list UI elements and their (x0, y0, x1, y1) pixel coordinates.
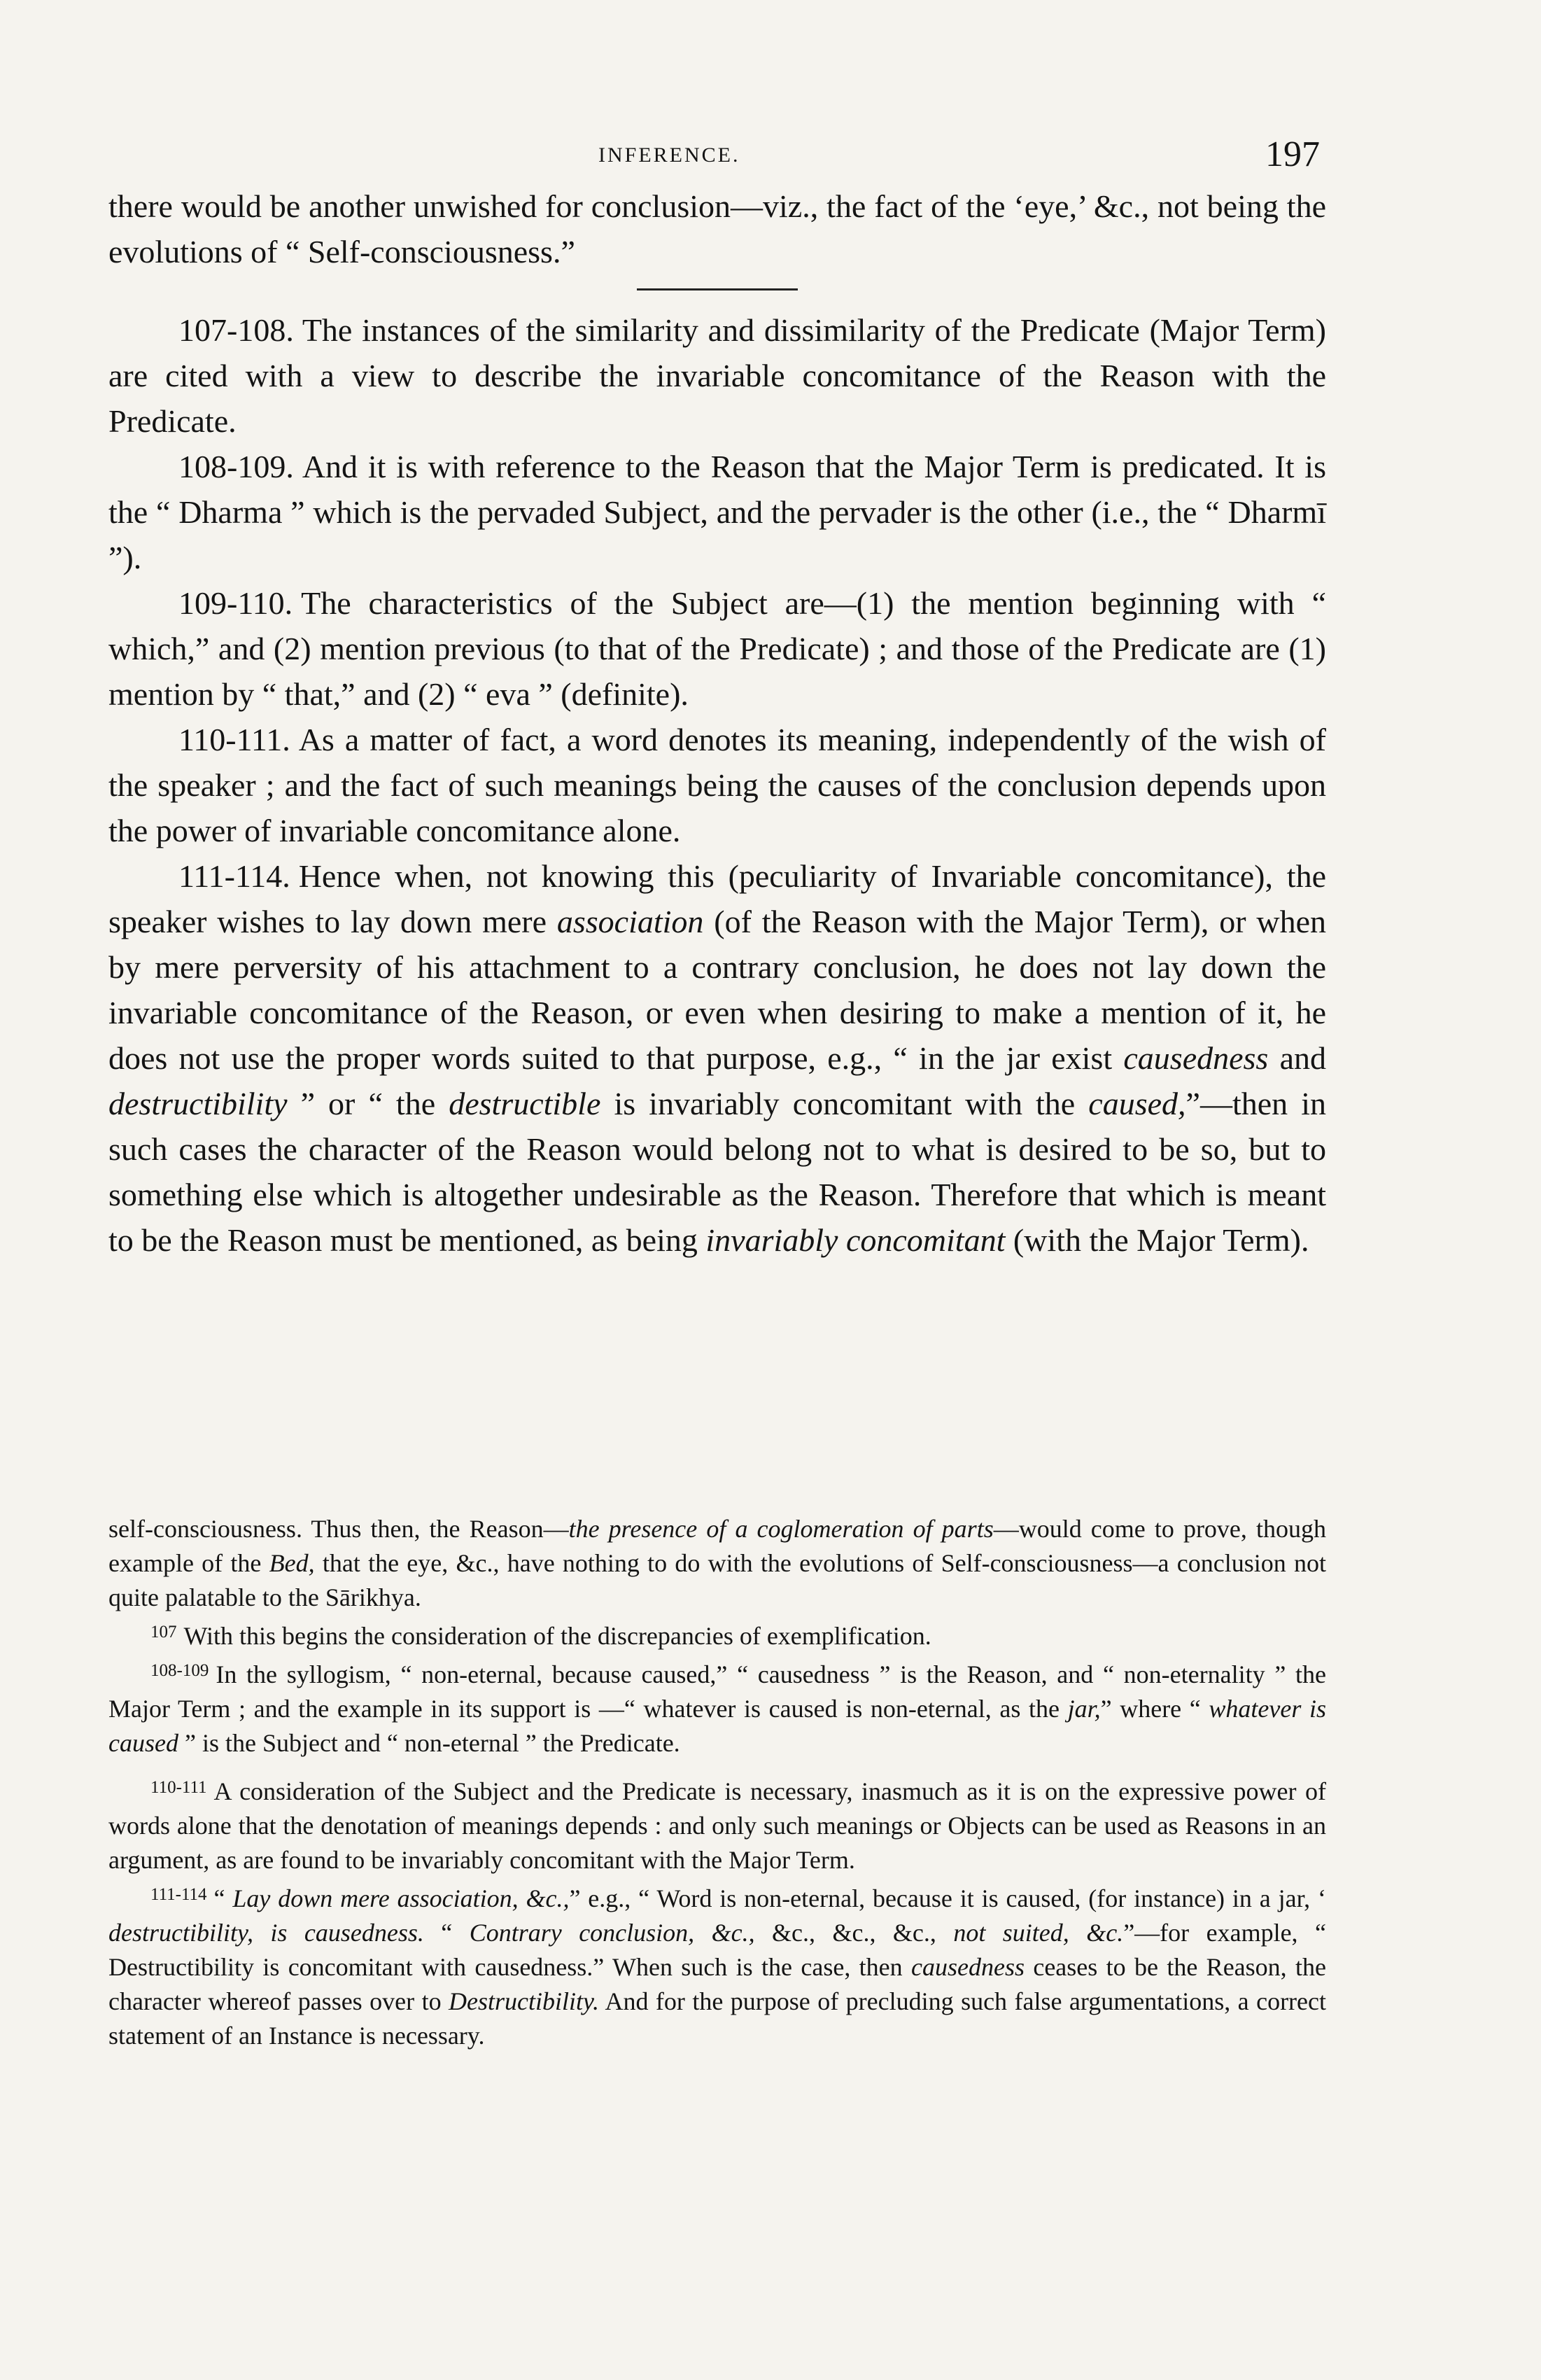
italic-run: whatever is caused (108, 1695, 1326, 1757)
running-title: INFERENCE. (598, 144, 740, 167)
footnote-107 (108, 1615, 1326, 1653)
italic-run: not suited, &c. (953, 1919, 1124, 1947)
paragraph-110-111 (108, 717, 1326, 853)
paragraph-109-110 (108, 580, 1326, 717)
text-run: “ (423, 1919, 470, 1947)
text-run: (of the Reason with the Major Term), or when by mere perversity of his attachment to a contrary conclusion, he does not lay down the invariable concomitance of the Reason, or even when desiring to make a mention of it, he does not use the proper words suited to that purpose, e.g., “ in the jar exist (108, 904, 1326, 1076)
footnote-111-114 (108, 1877, 1326, 2053)
paragraph-111-114 (108, 853, 1326, 1263)
footnote-text: With this begins the consideration of the discrepancies of exemplification. (183, 1622, 931, 1650)
text-run: Hence when, not knowing this (peculiarity of Invariable concomitance), the speaker wishes to lay down mere (108, 858, 1326, 939)
text-run: ” e.g., “ Word is non-eternal, because it is caused, (for instance) in a jar, ‘ (569, 1884, 1326, 1912)
paragraph-text: The characteristics of the Subject are—(1) the mention beginning with “ which,” and (2) mention previous (to that of the Predicate) ; and those of the Predicate are (1) mention by “ that,” and (2) “ eva ” (definite). (108, 585, 1326, 712)
italic-run: destructibility, is causedness. (108, 1919, 424, 1947)
footnote-number: 108-109 (150, 1661, 209, 1680)
italic-run: causedness (911, 1953, 1025, 1981)
text-run: ”—for example, “ Destructibility is concomitant with causedness.” When such is the case, then (108, 1919, 1326, 1981)
verse-number: 111-114. (178, 858, 290, 894)
italic-run: jar, (1067, 1695, 1101, 1723)
footnote-108-109 (108, 1653, 1326, 1760)
text-run: &c., &c., &c., (754, 1919, 954, 1947)
italic-run: Contrary conclusion, &c., (469, 1919, 755, 1947)
paragraph-108-109 (108, 444, 1326, 580)
paragraph-text: The instances of the similarity and dissimilarity of the Predicate (Major Term) are cited with a view to describe the invariable concomitance of the Reason with the Predicate. (108, 312, 1326, 439)
footnote-number: 110-111 (150, 1778, 207, 1797)
text-run: And for the purpose of precluding such false argumentations, a correct statement of an Instance is necessary. (108, 1987, 1327, 2050)
italic-run: the presence of a coglomeration of parts (568, 1515, 994, 1543)
footnotes (108, 1512, 1326, 2053)
text-run: ”—then in such cases the character of the Reason would belong not to what is desired to be so, but to something else which is altogether undesirable as the Reason. Therefore that which is meant to be the Reason must be mentioned, as being (108, 1086, 1326, 1258)
verse-number: 107-108. (178, 312, 294, 348)
text-run: “ (213, 1884, 233, 1912)
text-run: ” or “ the (287, 1086, 449, 1121)
text-run: self-consciousness. Thus then, the Reason— (108, 1515, 569, 1543)
text-run: and (1268, 1040, 1326, 1076)
continuation-paragraph: there would be another unwished for conclusion—viz., the fact of the ‘eye,’ &c., not being the evolutions of “ Self-consciousness.” (108, 188, 1326, 270)
text-run: (with the Major Term). (1005, 1222, 1309, 1258)
italic-run: Destructibility. (449, 1987, 600, 2015)
text-run: is invariably concomitant with the (600, 1086, 1089, 1121)
verse-number: 109-110. (178, 585, 293, 621)
italic-run: destructibility (108, 1086, 288, 1121)
paragraph-text: As a matter of fact, a word denotes its meaning, independently of the wish of the speaker ; and the fact of such meanings being the causes of the conclusion depends upon the power of invariable concomitance alone. (108, 722, 1326, 848)
page-number: 197 (1265, 134, 1320, 174)
paragraph-text: And it is with reference to the Reason that the Major Term is predicated. It is the “ Dharma ” which is the pervaded Subject, and the pervader is the other (i.e., the “ Dharmī ”). (108, 449, 1326, 575)
text-run: ceases to be the Reason, the character whereof passes over to (108, 1953, 1326, 2015)
footnote-text: A consideration of the Subject and the Predicate is necessary, inasmuch as it is on the expressive power of words alone that the denotation of meanings depends : and only such meanings or Objects can be used as Reasons in an argument, as are found to be invariably concomitant with the Major Term. (108, 1777, 1326, 1874)
main-text (108, 183, 1326, 1263)
italic-run: association (556, 904, 704, 939)
italic-run: caused, (1088, 1086, 1186, 1121)
italic-run: Lay down mere association, &c., (232, 1884, 570, 1912)
text-run: —would come to prove, though example of the (108, 1515, 1327, 1577)
paragraph-107-108 (108, 307, 1326, 444)
text-run: In the syllogism, “ non-eternal, because caused,” “ causedness ” is the Reason, and “ non-eternality ” the Major Term ; and the example in its support is —“ whatever is caused is non-eternal, as the (108, 1660, 1326, 1723)
footnote-number: 111-114 (150, 1885, 207, 1904)
italic-run: destructible (449, 1086, 601, 1121)
italic-run: Bed, (269, 1549, 315, 1577)
text-run: ” is the Subject and “ non-eternal ” the Predicate. (178, 1729, 680, 1757)
italic-run: invariably concomitant (705, 1222, 1006, 1258)
running-head (0, 134, 1541, 186)
text-run: that the eye, &c., have nothing to do with the evolutions of Self-consciousness—a conclusion not quite palatable to the Sārikhya. (108, 1549, 1326, 1611)
italic-run: causedness (1123, 1040, 1269, 1076)
verse-number: 110-111. (178, 722, 290, 757)
footnote-110-111 (108, 1770, 1326, 1877)
section-divider (637, 288, 798, 290)
footnote-number: 107 (150, 1623, 177, 1642)
text-run: ” where “ (1100, 1695, 1209, 1723)
verse-number: 108-109. (178, 449, 294, 484)
footnote-continuation (108, 1512, 1326, 1615)
